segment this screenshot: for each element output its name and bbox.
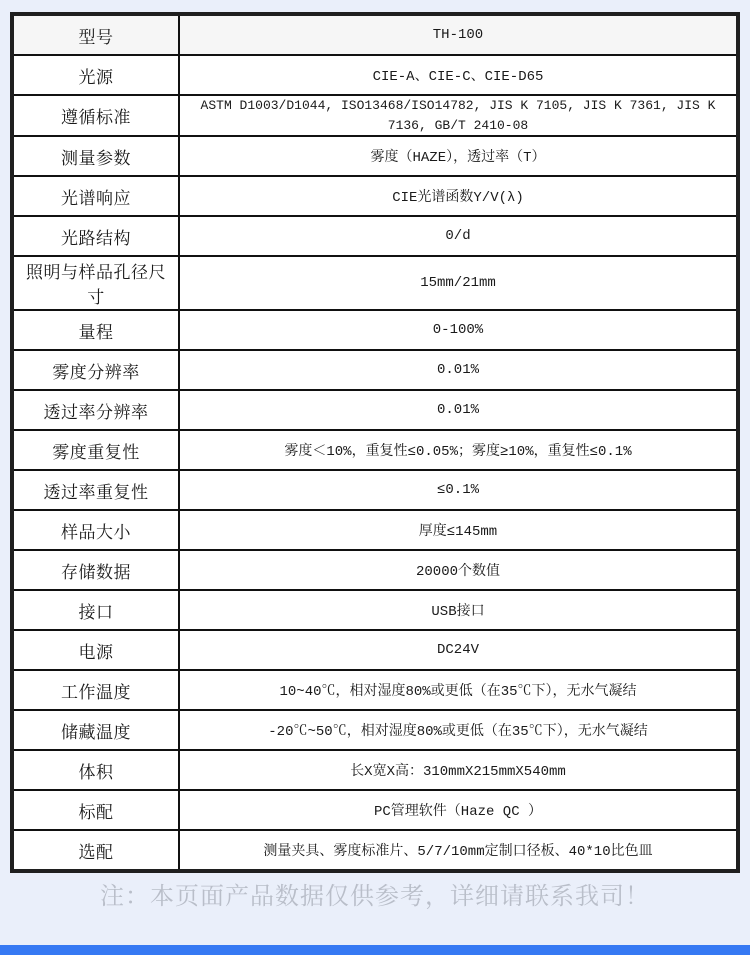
- spec-label: 工作温度: [12, 670, 179, 710]
- spec-value: 0.01%: [179, 350, 738, 390]
- spec-value: 0-100%: [179, 310, 738, 350]
- spec-label: 接口: [12, 590, 179, 630]
- spec-value: -20℃~50℃，相对湿度80%或更低（在35℃下），无水气凝结: [179, 710, 738, 750]
- spec-label: 电源: [12, 630, 179, 670]
- footer-note: 注：本页面产品数据仅供参考，详细请联系我司！: [100, 882, 650, 910]
- spec-row: [12, 95, 738, 136]
- spec-value: 0/d: [179, 216, 738, 256]
- spec-value: 0.01%: [179, 390, 738, 430]
- spec-value: DC24V: [179, 630, 738, 670]
- spec-row: [12, 710, 738, 750]
- spec-label: 型号: [12, 14, 179, 55]
- spec-value: 10~40℃，相对湿度80%或更低（在35℃下），无水气凝结: [179, 670, 738, 710]
- spec-label: 选配: [12, 830, 179, 871]
- spec-value: 15mm/21mm: [179, 256, 738, 310]
- spec-label: 存储数据: [12, 550, 179, 590]
- spec-row: [12, 630, 738, 670]
- spec-label: 标配: [12, 790, 179, 830]
- spec-row: [12, 350, 738, 390]
- spec-value: 厚度≤145mm: [179, 510, 738, 550]
- spec-value: TH-100: [179, 14, 738, 55]
- spec-label: 光源: [12, 55, 179, 95]
- spec-label: 遵循标准: [12, 95, 179, 136]
- spec-value: 雾度（HAZE），透过率（T）: [179, 136, 738, 176]
- spec-value: USB接口: [179, 590, 738, 630]
- spec-label: 测量参数: [12, 136, 179, 176]
- spec-value: 20000个数值: [179, 550, 738, 590]
- spec-label: 照明与样品孔径尺寸: [12, 256, 179, 310]
- spec-row: [12, 750, 738, 790]
- spec-row: [12, 470, 738, 510]
- spec-row: [12, 136, 738, 176]
- spec-row: [12, 176, 738, 216]
- spec-value: ≤0.1%: [179, 470, 738, 510]
- spec-label: 光谱响应: [12, 176, 179, 216]
- spec-row: [12, 670, 738, 710]
- spec-label: 透过率分辨率: [12, 390, 179, 430]
- spec-value: 测量夹具、雾度标准片、5/7/10mm定制口径板、40*10比色皿: [179, 830, 738, 871]
- spec-value: CIE-A、CIE-C、CIE-D65: [179, 55, 738, 95]
- spec-row: [12, 790, 738, 830]
- spec-row: [12, 590, 738, 630]
- spec-label: 透过率重复性: [12, 470, 179, 510]
- spec-label: 雾度重复性: [12, 430, 179, 470]
- spec-row: [12, 430, 738, 470]
- spec-row: [12, 55, 738, 95]
- spec-label: 样品大小: [12, 510, 179, 550]
- spec-label: 量程: [12, 310, 179, 350]
- spec-table: [10, 12, 740, 873]
- spec-row: [12, 256, 738, 310]
- spec-row: [12, 390, 738, 430]
- spec-value: CIE光谱函数Y/V(λ): [179, 176, 738, 216]
- spec-value: PC管理软件（Haze QC ）: [179, 790, 738, 830]
- spec-value: ASTM D1003/D1044, ISO13468/ISO14782, JIS K 7105, JIS K 7361, JIS K 7136, GB/T 2410-08: [179, 95, 738, 136]
- spec-row: [12, 510, 738, 550]
- spec-row: [12, 14, 738, 55]
- spec-row: [12, 310, 738, 350]
- spec-value: 长X宽X高：310mmX215mmX540mm: [179, 750, 738, 790]
- spec-label: 储藏温度: [12, 710, 179, 750]
- footer-bar: [0, 945, 750, 955]
- spec-label: 雾度分辨率: [12, 350, 179, 390]
- spec-row: [12, 550, 738, 590]
- spec-label: 光路结构: [12, 216, 179, 256]
- spec-row: [12, 830, 738, 871]
- spec-label: 体积: [12, 750, 179, 790]
- spec-value: 雾度＜10%，重复性≤0.05%；雾度≥10%，重复性≤0.1%: [179, 430, 738, 470]
- spec-row: [12, 216, 738, 256]
